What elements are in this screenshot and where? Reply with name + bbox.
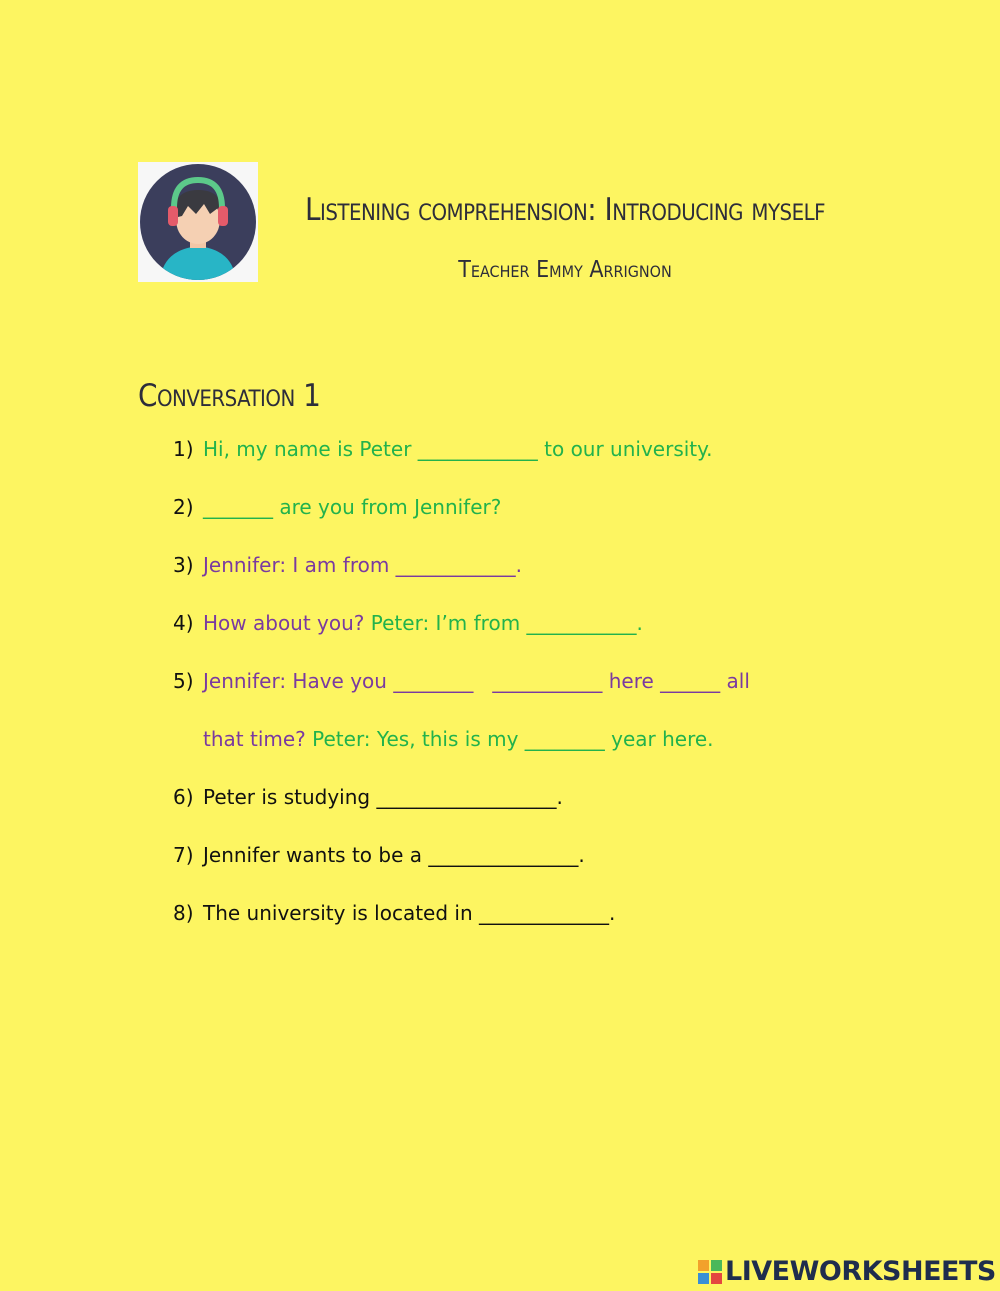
question-row (173, 437, 713, 461)
question-row (173, 611, 643, 635)
question-number: 7) (173, 843, 194, 867)
question-number: 2) (173, 495, 194, 519)
question-text: Peter: Yes, this is my ________ year here. (312, 727, 714, 751)
question-text: that time? (203, 727, 313, 751)
question-row (173, 669, 750, 693)
question-number: 5) (173, 669, 194, 693)
question-row (173, 495, 501, 519)
question-text: Hi, my name is Peter ____________ to our university. (203, 437, 713, 461)
teacher-name: Teacher Emmy Arrignon (458, 257, 672, 283)
brand-name: LIVEWORKSHEETS (725, 1256, 996, 1287)
question-text: Peter is studying __________________. (203, 785, 563, 809)
question-text: Jennifer: Have you ________ ___________ here ______ all (203, 669, 750, 693)
liveworksheets-logo (698, 1256, 996, 1287)
question-row (173, 901, 615, 925)
section-title: Conversation 1 (138, 378, 321, 414)
question-number: 4) (173, 611, 194, 635)
liveworksheets-icon (698, 1260, 722, 1284)
question-number: 8) (173, 901, 194, 925)
question-row (173, 785, 563, 809)
question-text: The university is located in _____________. (203, 901, 616, 925)
question-text: Jennifer: I am from ____________. (203, 553, 523, 577)
question-text: _______ are you from Jennifer? (203, 495, 502, 519)
question-number: 1) (173, 437, 194, 461)
page-title: Listening comprehension: Introducing myself (304, 192, 826, 228)
question-row (173, 843, 585, 867)
question-text: Jennifer wants to be a _______________. (203, 843, 585, 867)
question-row (173, 553, 522, 577)
question-number: 3) (173, 553, 194, 577)
question-number: 6) (173, 785, 194, 809)
question-row (173, 727, 714, 751)
question-text: How about you? (203, 611, 371, 635)
question-text: Peter: I’m from ___________. (370, 611, 643, 635)
